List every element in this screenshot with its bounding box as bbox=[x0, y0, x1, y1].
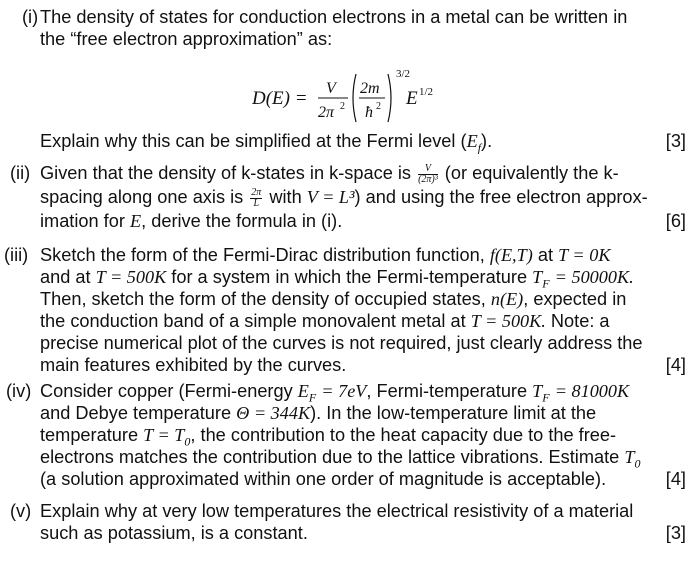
marks-badge: [4] bbox=[665, 355, 686, 375]
question-text: Then, sketch the form of the density of occupied states, n(E), expected in bbox=[40, 289, 627, 309]
formula-exponent-3-2: 3/2 bbox=[396, 68, 411, 80]
question-number: (ii) bbox=[10, 163, 31, 183]
question-text: The density of states for conduction electrons in a metal can be written in bbox=[40, 7, 628, 27]
right-paren bbox=[388, 74, 391, 122]
formula-lhs: D(E) = bbox=[252, 88, 308, 109]
question-text: the “free electron approximation” as: bbox=[40, 29, 333, 49]
question-text: Explain why at very low temperatures the electrical resistivity of a material bbox=[40, 501, 634, 521]
question-number: (iv) bbox=[6, 381, 32, 401]
question-text: such as potassium, is a constant. bbox=[40, 523, 308, 543]
fraction: $\frac{V}{\text{(2π)³}}$ bbox=[418, 162, 438, 185]
question-number: (v) bbox=[10, 501, 32, 521]
question-text: main features exhibited by the curves. bbox=[40, 355, 347, 375]
marks-badge: [3] bbox=[665, 131, 686, 151]
marks-badge: [4] bbox=[665, 469, 686, 489]
question-text: Sketch the form of the Fermi-Dirac distribution function, f(E,T) at T = 0K bbox=[40, 245, 611, 265]
question-text: Given that the density of k-states in k-space is $\frac{V}{\text{(2π)³}}$ (or equivalently the k- bbox=[40, 162, 619, 185]
question-text: electrons matches the contribution due to the lattice vibrations. Estimate $T_0$ bbox=[40, 447, 641, 471]
question-text: imation for E, derive the formula in (i). bbox=[40, 211, 343, 231]
formula-energy: E bbox=[406, 88, 418, 109]
density-of-states-formula bbox=[252, 64, 472, 130]
question-text: (a solution approximated within one order of magnitude is acceptable). bbox=[40, 469, 607, 489]
question-text: Consider copper (Fermi-energy $E_F = 7eV$, Fermi-temperature $T_F = 81000K$ bbox=[40, 381, 630, 405]
formula-numerator-v: V bbox=[326, 80, 336, 97]
question-text: precise numerical plot of the curves is not required, just clearly address the bbox=[40, 333, 643, 353]
question-text: temperature $T = T_0$, the contribution to the heat capacity due to the free- bbox=[40, 425, 617, 449]
question-text: the conduction band of a simple monovalent metal at T = 500K. Note: a bbox=[40, 311, 610, 331]
question-text: Explain why this can be simplified at the Fermi level $(E_f)$. bbox=[40, 131, 493, 155]
question-text: and Debye temperature Θ = 344K). In the low-temperature limit at the bbox=[40, 403, 597, 423]
formula-exponent-1-2: 1/2 bbox=[419, 86, 434, 98]
left-paren bbox=[353, 74, 356, 122]
question-text: and at T = 500K for a system in which the Fermi-temperature $T_F = 50000K$. bbox=[40, 267, 634, 291]
question-number: (i) bbox=[22, 7, 39, 27]
formula-numerator-2m: 2m bbox=[360, 80, 380, 97]
question-number: (iii) bbox=[4, 245, 29, 265]
fraction: $\frac{2\pi}{L}$ bbox=[251, 186, 262, 209]
formula-hbar: ħ bbox=[365, 104, 373, 121]
marks-badge: [6] bbox=[665, 211, 686, 231]
formula-denominator-exp: 2 bbox=[340, 101, 345, 112]
formula-hbar-exp: 2 bbox=[376, 101, 381, 112]
formula-denominator: 2π bbox=[318, 104, 335, 121]
marks-badge: [3] bbox=[665, 523, 686, 543]
question-text: spacing along one axis is $\frac{2\pi}{L}$ with V = L³) and using the free electron approx- bbox=[40, 186, 648, 209]
